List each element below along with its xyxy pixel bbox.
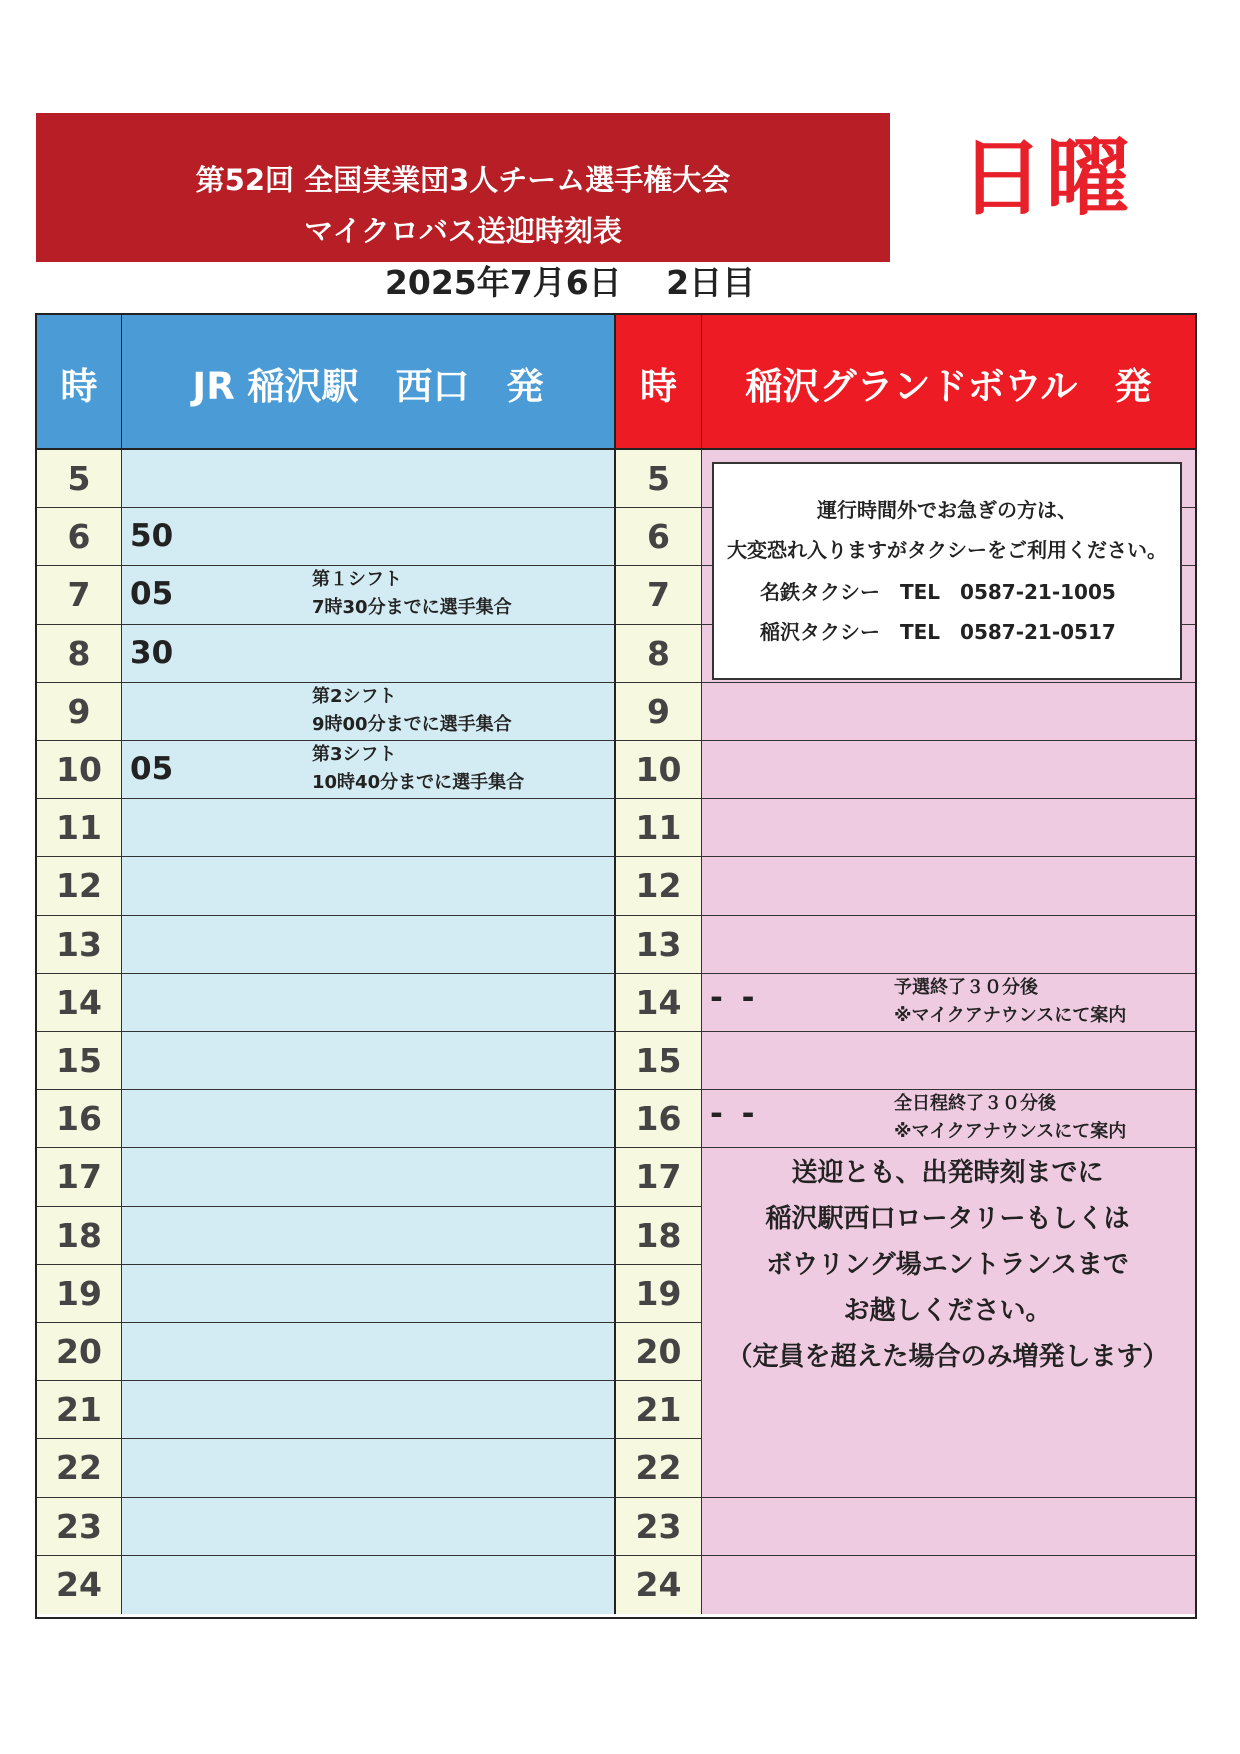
ing-row <box>702 1090 1195 1148</box>
shift-note-line: 10時40分までに選手集合 <box>312 772 525 793</box>
ing-row <box>702 741 1195 799</box>
jr-row <box>122 1148 616 1206</box>
hour-cell-right: 6 <box>616 508 702 566</box>
ing-row <box>702 1556 1195 1614</box>
departure-note-line: ※マイクアナウンスにて案内 <box>894 1004 1127 1026</box>
schedule-title: マイクロバス送迎時刻表 <box>304 214 622 248</box>
boarding-note-line-3: ボウリング場エントランスまで <box>766 1250 1129 1280</box>
info-line-1: 運行時間外でお急ぎの方は、 <box>817 498 1077 522</box>
hour-cell-right: 13 <box>616 916 702 974</box>
hour-cell-left: 18 <box>37 1207 122 1265</box>
hour-cell-right: 10 <box>616 741 702 799</box>
jr-header: JR 稲沢駅 西口 発 <box>122 315 616 450</box>
hour-cell-left: 13 <box>37 916 122 974</box>
jr-row <box>122 1439 616 1497</box>
hour-cell-left: 23 <box>37 1498 122 1556</box>
shift-note <box>312 683 512 739</box>
ing-row <box>702 1498 1195 1556</box>
hour-cell-left: 5 <box>37 450 122 508</box>
hour-cell-right: 15 <box>616 1032 702 1090</box>
departure-note-line: 全日程終了３０分後 <box>894 1093 1056 1115</box>
hour-header-left: 時 <box>37 315 122 450</box>
ing-row <box>702 683 1195 741</box>
hour-cell-left: 22 <box>37 1439 122 1497</box>
info-line-2: 大変恐れ入りますがタクシーをご利用ください。 <box>727 538 1167 562</box>
jr-row <box>122 1265 616 1323</box>
jr-row <box>122 1090 616 1148</box>
event-title: 第52回 全国実業団3人チーム選手権大会 <box>195 163 731 197</box>
jr-row <box>122 1381 616 1439</box>
hour-cell-right: 18 <box>616 1207 702 1265</box>
shift-note-line: 9時00分までに選手集合 <box>312 713 512 735</box>
hour-cell-right: 14 <box>616 974 702 1032</box>
boarding-note <box>700 1150 1195 1500</box>
departure-minute: 50 <box>130 518 174 555</box>
jr-row <box>122 625 616 683</box>
taxi-inazawa: 稲沢タクシー TEL 0587-21-0517 <box>760 620 1116 644</box>
departure-minute: 05 <box>130 751 174 787</box>
jr-row <box>122 799 616 857</box>
departure-minute: 30 <box>130 634 174 671</box>
hour-cell-right: 17 <box>616 1148 702 1206</box>
hour-cell-right: 24 <box>616 1556 702 1614</box>
departure-note-line: ※マイクアナウンスにて案内 <box>894 1121 1127 1143</box>
hour-cell-left: 24 <box>37 1556 122 1614</box>
boarding-note-line-2: 稲沢駅西口ロータリーもしくは <box>765 1204 1130 1234</box>
hour-cell-right: 21 <box>616 1381 702 1439</box>
hour-cell-left: 16 <box>37 1090 122 1148</box>
day-label: 日曜 <box>960 129 1133 227</box>
jr-row <box>122 683 616 741</box>
ing-row <box>702 974 1195 1032</box>
ing-row <box>702 799 1195 857</box>
jr-row <box>122 1498 616 1556</box>
hour-cell-right: 19 <box>616 1265 702 1323</box>
jr-row <box>122 1207 616 1265</box>
hour-cell-right: 23 <box>616 1498 702 1556</box>
shift-note-line: 7時30分までに選手集合 <box>312 597 512 619</box>
departure-dash: - - <box>710 1096 759 1133</box>
hour-cell-left: 7 <box>37 566 122 624</box>
departure-note <box>894 974 1126 1030</box>
jr-row <box>122 857 616 915</box>
hour-cell-left: 19 <box>37 1265 122 1323</box>
date-line: 2025年7月6日 2日目 <box>384 263 756 302</box>
hour-cell-right: 7 <box>616 566 702 624</box>
shift-note <box>312 741 524 797</box>
hour-cell-left: 11 <box>37 799 122 857</box>
boarding-note-line-5: （定員を超えた場合のみ増発します） <box>726 1342 1169 1372</box>
hour-cell-left: 15 <box>37 1032 122 1090</box>
taxi-meitetsu: 名鉄タクシー TEL 0587-21-1005 <box>760 580 1116 604</box>
jr-row <box>122 974 616 1032</box>
title-banner <box>36 113 890 262</box>
hour-cell-left: 8 <box>37 625 122 683</box>
hour-cell-right: 22 <box>616 1439 702 1497</box>
hour-cell-right: 20 <box>616 1323 702 1381</box>
hour-cell-left: 10 <box>37 741 122 799</box>
departure-minute: 05 <box>130 576 174 613</box>
ing-header: 稲沢グランドボウル 発 <box>702 315 1195 450</box>
hour-header-right: 時 <box>616 315 702 450</box>
boarding-note-line-1: 送迎とも、出発時刻までに <box>791 1158 1104 1188</box>
jr-row <box>122 450 616 508</box>
hour-cell-right: 12 <box>616 857 702 915</box>
jr-row <box>122 508 616 566</box>
hour-cell-right: 11 <box>616 799 702 857</box>
hour-cell-right: 8 <box>616 625 702 683</box>
shift-note-line: 第2シフト <box>312 685 397 707</box>
ing-row <box>702 1032 1195 1090</box>
jr-row <box>122 916 616 974</box>
shift-note-line: 第3シフト <box>312 744 397 765</box>
hour-cell-left: 12 <box>37 857 122 915</box>
taxi-info-box <box>712 462 1182 680</box>
hour-cell-left: 6 <box>37 508 122 566</box>
hour-cell-left: 14 <box>37 974 122 1032</box>
ing-row <box>702 857 1195 915</box>
ing-row <box>702 916 1195 974</box>
hour-cell-right: 9 <box>616 683 702 741</box>
hour-cell-left: 9 <box>37 683 122 741</box>
jr-row <box>122 566 616 624</box>
departure-note <box>894 1090 1126 1146</box>
shift-note-line: 第１シフト <box>312 569 402 591</box>
hour-cell-right: 5 <box>616 450 702 508</box>
boarding-note-line-4: お越しください。 <box>843 1296 1052 1326</box>
jr-row <box>122 741 616 799</box>
hour-cell-left: 20 <box>37 1323 122 1381</box>
hour-cell-right: 16 <box>616 1090 702 1148</box>
shift-note <box>312 566 512 622</box>
hour-cell-left: 21 <box>37 1381 122 1439</box>
departure-note-line: 予選終了３０分後 <box>894 976 1038 998</box>
jr-row <box>122 1032 616 1090</box>
jr-row <box>122 1323 616 1381</box>
jr-row <box>122 1556 616 1614</box>
departure-dash: - - <box>710 979 759 1016</box>
hour-cell-left: 17 <box>37 1148 122 1206</box>
